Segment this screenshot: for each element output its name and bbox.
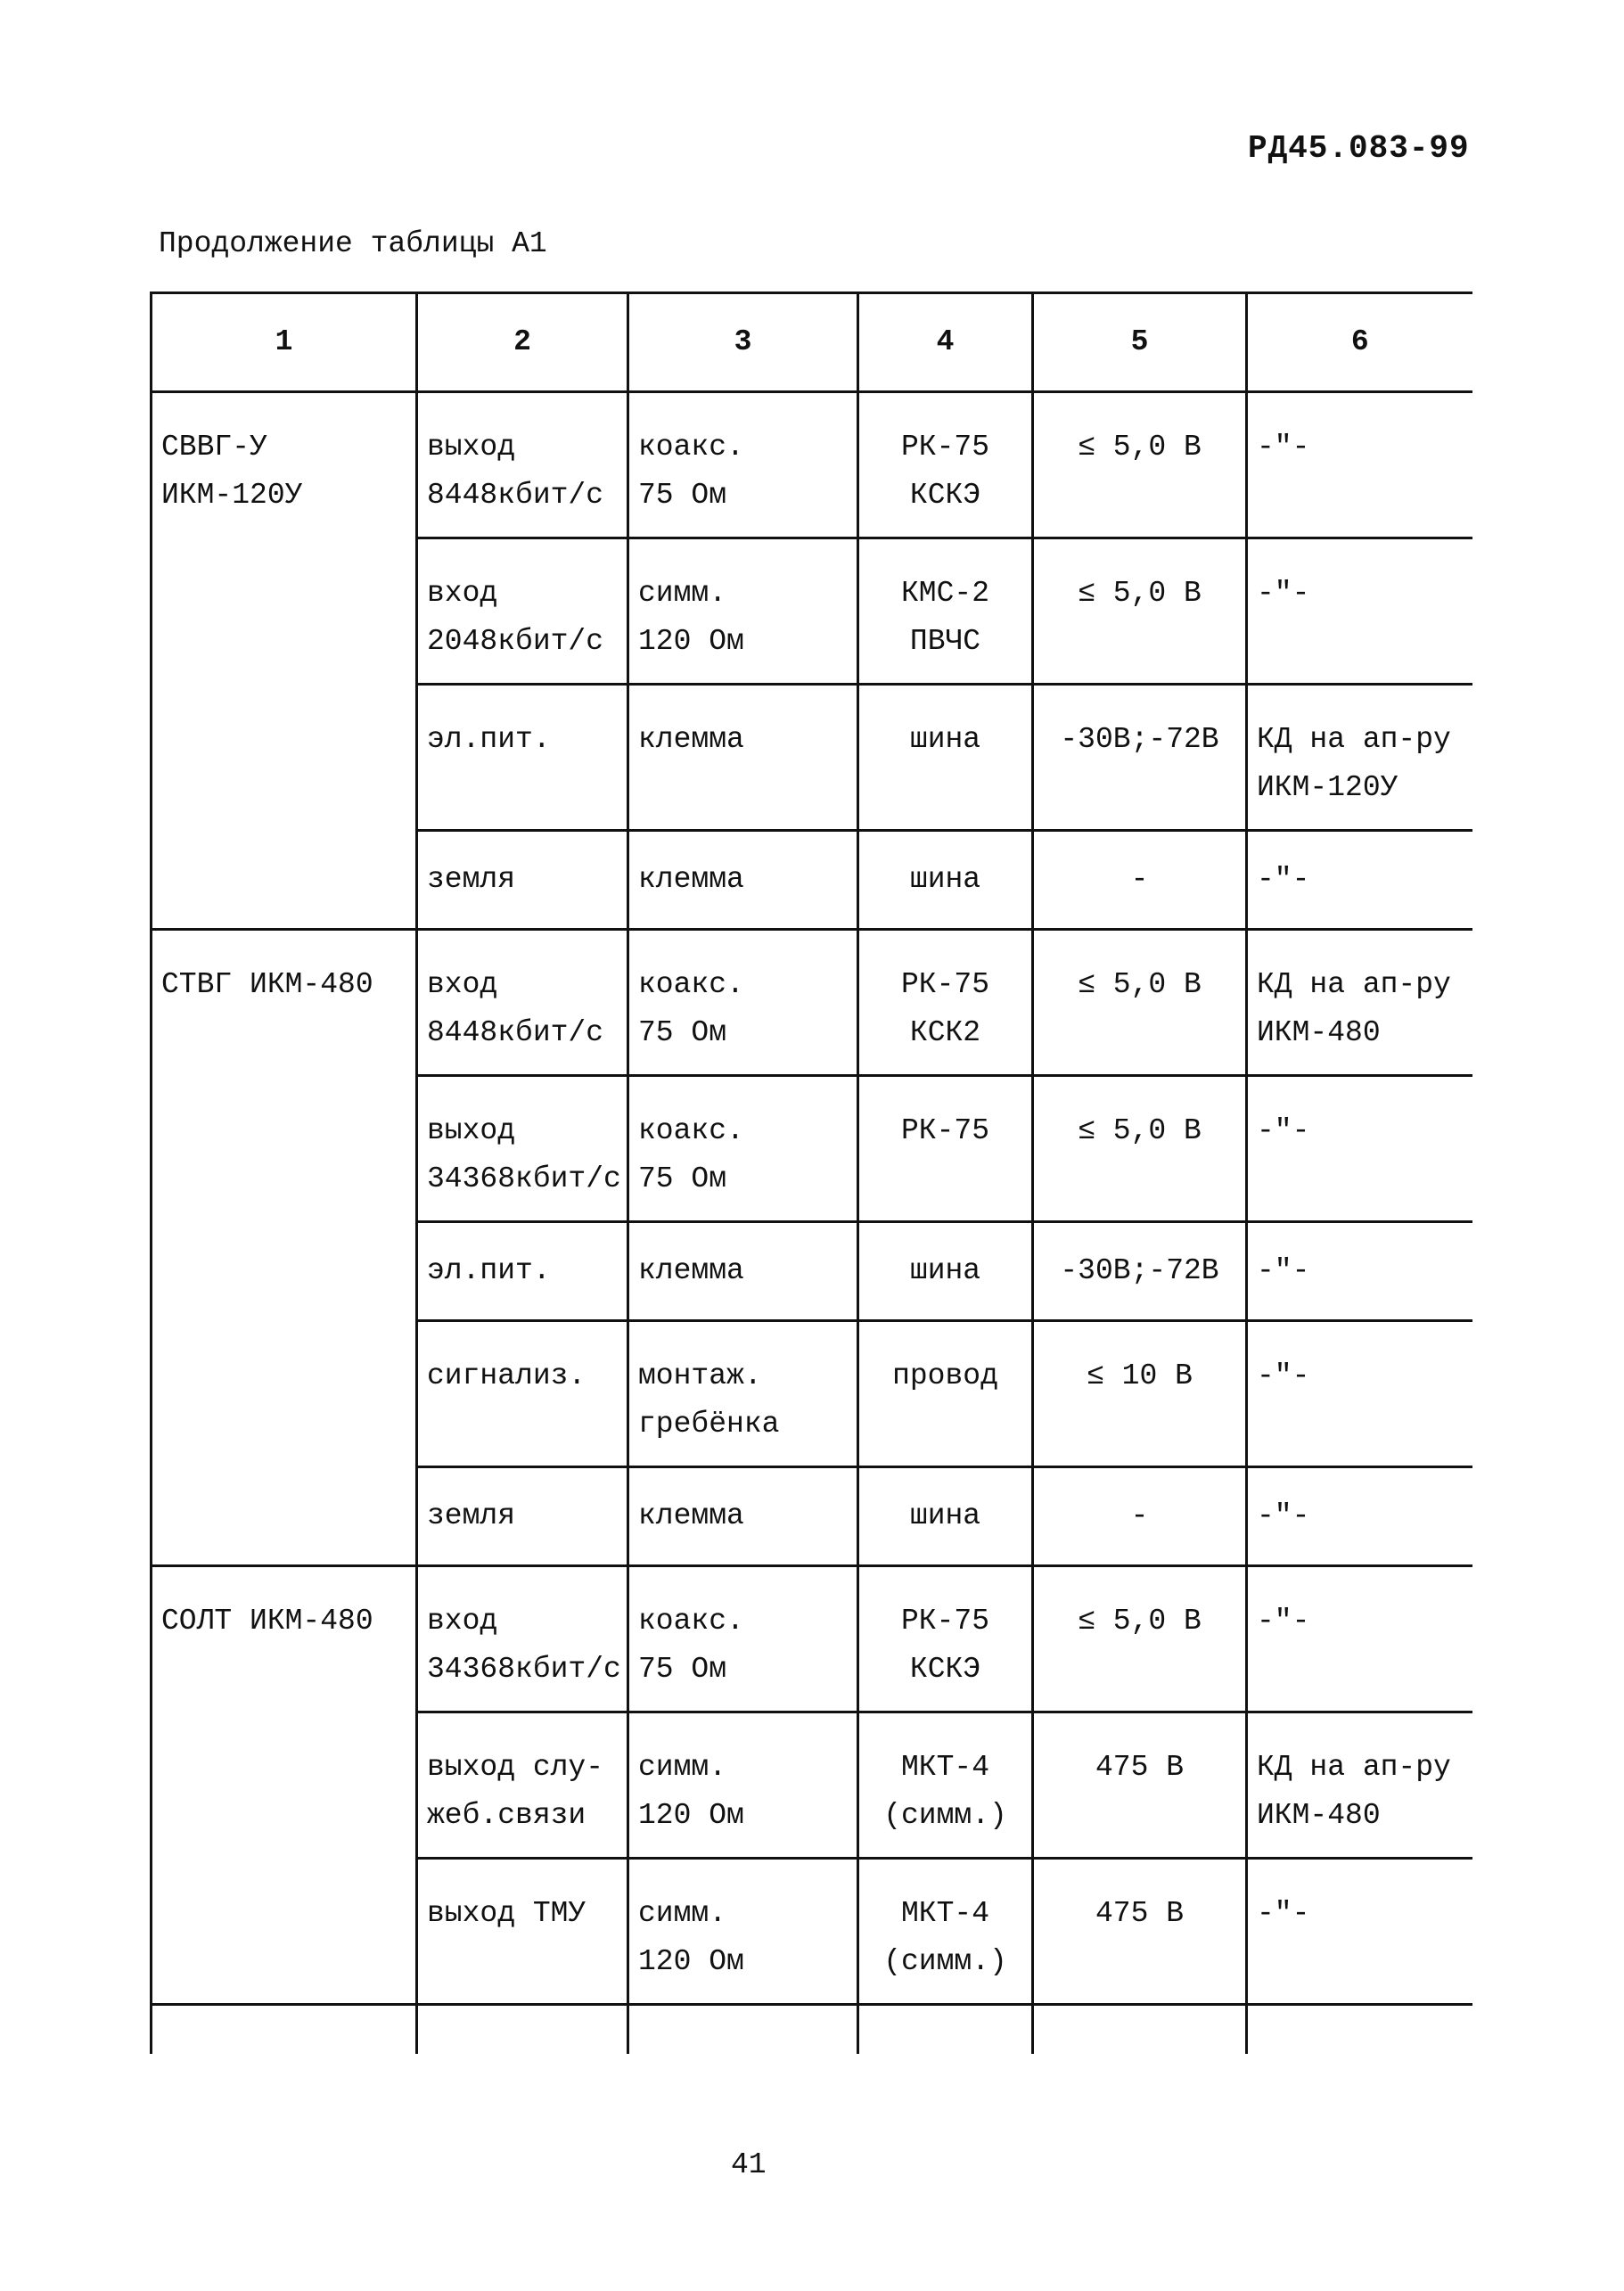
- note-cell: [1247, 538, 1472, 685]
- connector-type-cell: [628, 1076, 858, 1222]
- interface-cell-line: выход ТМУ: [427, 1897, 586, 1930]
- data-table: [150, 292, 1472, 2054]
- note-cell: [1247, 1076, 1472, 1222]
- cable-cell-line: РК-75: [900, 1605, 990, 1638]
- voltage-cell: [1033, 930, 1247, 1076]
- note-cell-line: -"-: [1257, 1359, 1310, 1392]
- voltage-cell: [1033, 1712, 1247, 1859]
- voltage-cell-text: ≤ 5,0 В: [1078, 968, 1202, 1001]
- cable-cell-line: КСКЭ: [909, 479, 981, 512]
- cable-cell-line: (симм.): [883, 1799, 1007, 1832]
- connector-type-cell-line: 75 Ом: [638, 1016, 727, 1049]
- connector-type-cell: [628, 1321, 858, 1467]
- device-cell: [152, 930, 417, 1566]
- device-name-line: СВВГ-У: [161, 431, 267, 464]
- interface-cell-line: жеб.связи: [427, 1799, 586, 1832]
- note-cell-line: -"-: [1257, 1897, 1310, 1930]
- connector-type-cell-line: монтаж.: [638, 1359, 762, 1392]
- note-cell: [1247, 930, 1472, 1076]
- empty-cell: [152, 2005, 417, 2055]
- interface-cell-line: земля: [427, 863, 516, 896]
- note-cell: [1247, 1321, 1472, 1467]
- cable-cell-line: шина: [909, 723, 981, 756]
- note-cell-line: -"-: [1257, 431, 1310, 464]
- interface-cell: [417, 538, 628, 685]
- connector-type-cell-line: 120 Ом: [638, 1945, 744, 1978]
- table-row: [152, 930, 1472, 1076]
- device-name-line: ИКМ-120У: [161, 479, 303, 512]
- cable-cell: [858, 1712, 1033, 1859]
- table-caption: Продолжение таблицы А1: [159, 227, 547, 260]
- note-cell: [1247, 685, 1472, 831]
- interface-cell: [417, 1859, 628, 2005]
- device-cell: [152, 1566, 417, 2005]
- note-cell-line: -"-: [1257, 1499, 1310, 1532]
- interface-cell: [417, 930, 628, 1076]
- voltage-cell: [1033, 831, 1247, 930]
- voltage-cell: [1033, 1467, 1247, 1566]
- connector-type-cell-line: коакс.: [638, 431, 744, 464]
- connector-type-cell: [628, 930, 858, 1076]
- note-cell-line: ИКМ-120У: [1257, 771, 1398, 804]
- cable-cell: [858, 1321, 1033, 1467]
- connector-type-cell: [628, 685, 858, 831]
- voltage-cell: [1033, 538, 1247, 685]
- table-header-row: [152, 293, 1472, 392]
- cable-cell: [858, 392, 1033, 538]
- voltage-cell-text: -: [1130, 1499, 1149, 1532]
- cable-cell: [858, 831, 1033, 930]
- cable-cell-line: МКТ-4: [900, 1897, 990, 1930]
- connector-type-cell-line: клемма: [638, 1254, 744, 1287]
- connector-type-cell-line: 75 Ом: [638, 1653, 727, 1686]
- column-header: 1: [152, 293, 417, 392]
- note-cell: [1247, 1467, 1472, 1566]
- table-row: [152, 392, 1472, 538]
- voltage-cell-text: -30В;-72В: [1060, 723, 1219, 756]
- interface-cell-line: 34368кбит/с: [427, 1162, 621, 1195]
- connector-type-cell-line: клемма: [638, 863, 744, 896]
- cable-cell: [858, 1467, 1033, 1566]
- note-cell-line: ИКМ-480: [1257, 1799, 1381, 1832]
- voltage-cell-text: ≤ 5,0 В: [1078, 1605, 1202, 1638]
- note-cell: [1247, 392, 1472, 538]
- connector-type-cell-line: клемма: [638, 1499, 744, 1532]
- interface-cell: [417, 1321, 628, 1467]
- note-cell-line: КД на ап-ру: [1257, 1751, 1451, 1784]
- note-cell-line: -"-: [1257, 1254, 1310, 1287]
- interface-cell-line: вход: [427, 577, 498, 610]
- connector-type-cell-line: 120 Ом: [638, 1799, 744, 1832]
- cable-cell-line: (симм.): [883, 1945, 1007, 1978]
- connector-type-cell-line: симм.: [638, 577, 727, 610]
- interface-cell: [417, 392, 628, 538]
- note-cell-line: КД на ап-ру: [1257, 723, 1451, 756]
- voltage-cell-text: ≤ 10 В: [1087, 1359, 1193, 1392]
- empty-cell: [1247, 2005, 1472, 2055]
- device-name-line: СОЛТ ИКМ-480: [161, 1605, 373, 1638]
- connector-type-cell-line: 75 Ом: [638, 479, 727, 512]
- interface-cell-line: 8448кбит/с: [427, 479, 604, 512]
- connector-type-cell: [628, 1222, 858, 1321]
- column-header: 2: [417, 293, 628, 392]
- cable-cell: [858, 1076, 1033, 1222]
- column-header: 6: [1247, 293, 1472, 392]
- note-cell-line: -"-: [1257, 1114, 1310, 1147]
- cable-cell-line: провод: [892, 1359, 998, 1392]
- cable-cell-line: шина: [909, 1499, 981, 1532]
- connector-type-cell-line: коакс.: [638, 968, 744, 1001]
- connector-type-cell: [628, 1859, 858, 2005]
- connector-type-cell-line: 120 Ом: [638, 625, 744, 658]
- cable-cell-line: КМС-2: [900, 577, 990, 610]
- voltage-cell-text: ≤ 5,0 В: [1078, 577, 1202, 610]
- cable-cell-line: РК-75: [900, 1114, 990, 1147]
- column-header: 4: [858, 293, 1033, 392]
- cable-cell: [858, 930, 1033, 1076]
- connector-type-cell-line: гребёнка: [638, 1408, 780, 1441]
- interface-cell-line: выход: [427, 1114, 516, 1147]
- voltage-cell: [1033, 1321, 1247, 1467]
- cable-cell-line: РК-75: [900, 431, 990, 464]
- connector-type-cell: [628, 831, 858, 930]
- column-header: 5: [1033, 293, 1247, 392]
- interface-cell: [417, 1222, 628, 1321]
- page-number: 41: [731, 2148, 767, 2181]
- empty-cell: [858, 2005, 1033, 2055]
- interface-cell: [417, 1076, 628, 1222]
- note-cell: [1247, 1859, 1472, 2005]
- interface-cell-line: вход: [427, 968, 498, 1001]
- interface-cell-line: эл.пит.: [427, 723, 551, 756]
- note-cell-line: -"-: [1257, 577, 1310, 610]
- connector-type-cell-line: симм.: [638, 1751, 727, 1784]
- empty-cell: [417, 2005, 628, 2055]
- interface-cell-line: эл.пит.: [427, 1254, 551, 1287]
- interface-cell-line: 34368кбит/с: [427, 1653, 621, 1686]
- empty-cell: [1033, 2005, 1247, 2055]
- device-name-line: СТВГ ИКМ-480: [161, 968, 373, 1001]
- voltage-cell: [1033, 685, 1247, 831]
- note-cell-line: ИКМ-480: [1257, 1016, 1381, 1049]
- voltage-cell-text: ≤ 5,0 В: [1078, 431, 1202, 464]
- table-row: [152, 1566, 1472, 1712]
- cable-cell-line: КСКЭ: [909, 1653, 981, 1686]
- empty-cell: [628, 2005, 858, 2055]
- table-row-continued: [152, 2005, 1472, 2055]
- connector-type-cell-line: симм.: [638, 1897, 727, 1930]
- voltage-cell: [1033, 1222, 1247, 1321]
- note-cell-line: -"-: [1257, 1605, 1310, 1638]
- connector-type-cell-line: коакс.: [638, 1114, 744, 1147]
- interface-cell-line: земля: [427, 1499, 516, 1532]
- voltage-cell: [1033, 1859, 1247, 2005]
- device-cell: [152, 392, 417, 930]
- connector-type-cell-line: 75 Ом: [638, 1162, 727, 1195]
- voltage-cell-text: 475 В: [1095, 1751, 1185, 1784]
- voltage-cell: [1033, 1566, 1247, 1712]
- cable-cell-line: ПВЧС: [909, 625, 981, 658]
- voltage-cell-text: -30В;-72В: [1060, 1254, 1219, 1287]
- interface-cell-line: сигнализ.: [427, 1359, 586, 1392]
- interface-cell: [417, 1712, 628, 1859]
- connector-type-cell: [628, 538, 858, 685]
- connector-type-cell-line: коакс.: [638, 1605, 744, 1638]
- cable-cell: [858, 685, 1033, 831]
- interface-cell-line: выход слу-: [427, 1751, 604, 1784]
- cable-cell: [858, 1222, 1033, 1321]
- connector-type-cell: [628, 1712, 858, 1859]
- document-code: РД45.083-99: [1248, 130, 1470, 167]
- voltage-cell-text: 475 В: [1095, 1897, 1185, 1930]
- note-cell: [1247, 831, 1472, 930]
- interface-cell-line: вход: [427, 1605, 498, 1638]
- note-cell-line: -"-: [1257, 863, 1310, 896]
- cable-cell: [858, 538, 1033, 685]
- interface-cell: [417, 831, 628, 930]
- column-header: 3: [628, 293, 858, 392]
- voltage-cell-text: ≤ 5,0 В: [1078, 1114, 1202, 1147]
- connector-type-cell: [628, 1566, 858, 1712]
- connector-type-cell: [628, 1467, 858, 1566]
- voltage-cell: [1033, 1076, 1247, 1222]
- interface-cell-line: 2048кбит/с: [427, 625, 604, 658]
- interface-cell-line: 8448кбит/с: [427, 1016, 604, 1049]
- interface-cell: [417, 1566, 628, 1712]
- note-cell: [1247, 1222, 1472, 1321]
- interface-cell-line: выход: [427, 431, 516, 464]
- note-cell-line: КД на ап-ру: [1257, 968, 1451, 1001]
- cable-cell: [858, 1566, 1033, 1712]
- voltage-cell: [1033, 392, 1247, 538]
- cable-cell-line: РК-75: [900, 968, 990, 1001]
- cable-cell-line: КСК2: [909, 1016, 981, 1049]
- interface-cell: [417, 1467, 628, 1566]
- note-cell: [1247, 1566, 1472, 1712]
- cable-cell-line: МКТ-4: [900, 1751, 990, 1784]
- cable-cell: [858, 1859, 1033, 2005]
- connector-type-cell-line: клемма: [638, 723, 744, 756]
- cable-cell-line: шина: [909, 1254, 981, 1287]
- connector-type-cell: [628, 392, 858, 538]
- voltage-cell-text: -: [1130, 863, 1149, 896]
- interface-cell: [417, 685, 628, 831]
- cable-cell-line: шина: [909, 863, 981, 896]
- note-cell: [1247, 1712, 1472, 1859]
